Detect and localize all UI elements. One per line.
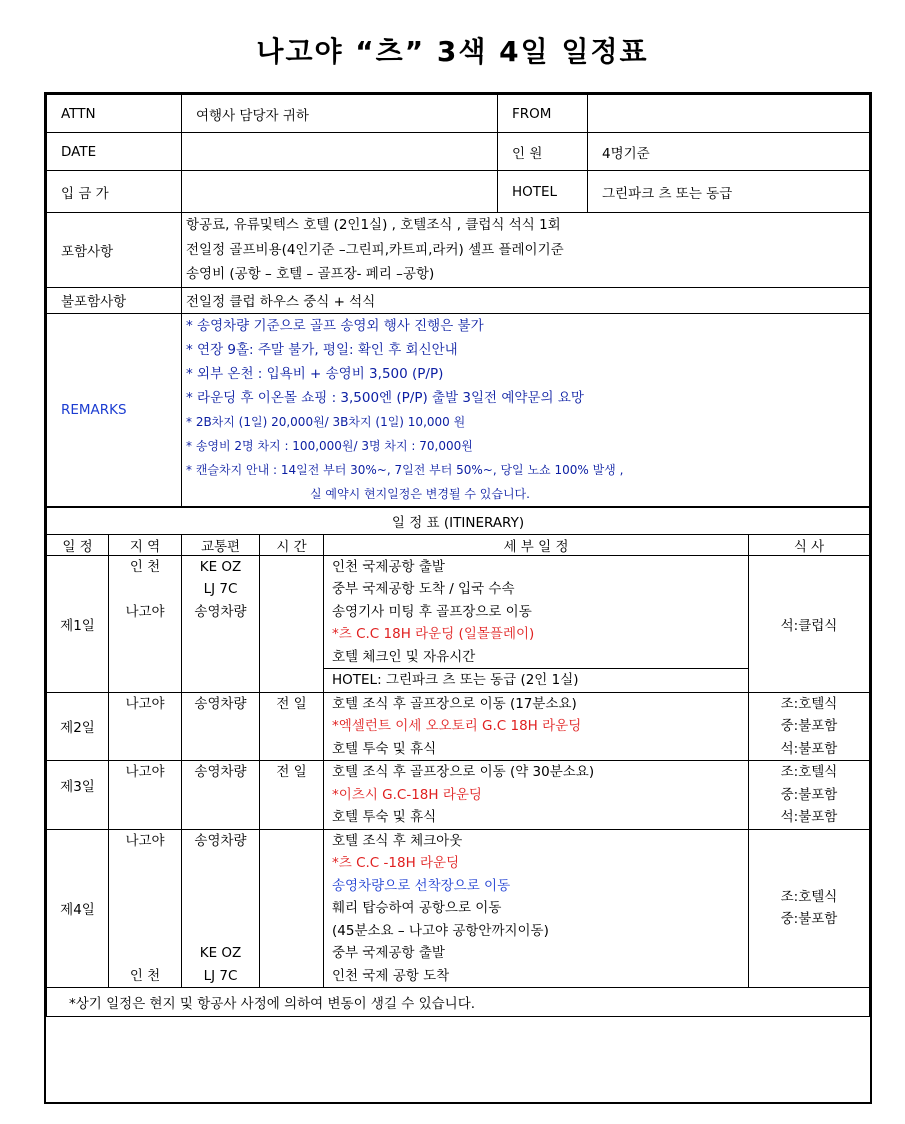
excluded-value: 전일정 클럽 하우스 중식 + 석식: [182, 287, 870, 313]
remark-line: * 외부 온천 : 입욕비 + 송영비 3,500 (P/P): [186, 365, 444, 382]
itinerary-title: 일 정 표 (ITINERARY): [47, 507, 870, 534]
day2-transport: 송영차량: [182, 692, 260, 761]
detail-line: 인천 국제공항 출발: [332, 558, 445, 575]
detail-line: (45분소요 – 나고야 공항안까지이동): [332, 922, 549, 939]
from-value: [588, 95, 870, 133]
meal-line: 중:불포함: [780, 718, 838, 734]
day3-time: 전 일: [260, 761, 324, 830]
included-label: 포함사항: [47, 213, 182, 288]
deposit-label: 입 금 가: [47, 171, 182, 213]
header-region: 지 역: [109, 534, 182, 555]
included-line: 전일정 골프비용(4인기준 –그린피,카트피,라커) 셀프 플레이기준: [186, 241, 564, 258]
region-cell: 나고야: [125, 603, 165, 620]
header-detail: 세 부 일 정: [324, 534, 749, 555]
region-cell: 인 천: [129, 558, 161, 575]
region-cell: 인 천: [129, 967, 161, 984]
day3-region: 나고야: [109, 761, 182, 830]
header-meal: 식 사: [749, 534, 870, 555]
remark-line: * 송영비 2명 차지 : 100,000원/ 3명 차지 : 70,000원: [186, 438, 473, 453]
detail-line: 호텔 체크인 및 자유시간: [324, 646, 748, 670]
detail-line: 송영차량으로 선착장으로 이동: [332, 877, 511, 894]
day3-detail: [324, 761, 749, 830]
detail-line: 인천 국제 공항 도착: [332, 967, 450, 984]
region-cell: 나고야: [125, 832, 165, 849]
day3-label: 제3일: [47, 761, 109, 830]
detail-line: 호텔 조식 후 골프장으로 이동 (17분소요): [332, 695, 577, 712]
detail-line: 호텔 조식 후 골프장으로 이동 (약 30분소요): [332, 764, 595, 780]
from-label: FROM: [498, 95, 588, 133]
transport-cell: KE OZ: [199, 945, 242, 961]
detail-line: 호텔 투숙 및 휴식: [332, 740, 437, 757]
day2-region: 나고야: [109, 692, 182, 761]
meal-line: 조:호텔식: [780, 888, 838, 905]
hotel-value: 그린파크 츠 또는 동급: [588, 171, 870, 213]
transport-cell: 송영차량: [194, 832, 247, 849]
excluded-label: 불포함사항: [47, 287, 182, 313]
remark-line: * 캔슬차지 안내 : 14일전 부터 30%~, 7일전 부터 50%~, 당일 노쇼 100% 발생 ,: [186, 462, 624, 477]
meal-line: 석:불포함: [780, 809, 838, 825]
header-time: 시 간: [260, 534, 324, 555]
footer-note: *상기 일정은 현지 및 항공사 사정에 의하여 변동이 생길 수 있습니다.: [47, 988, 870, 1017]
date-label: DATE: [47, 133, 182, 171]
remark-line: 실 예약시 현지일정은 변경될 수 있습니다.: [310, 486, 530, 501]
date-value: [182, 133, 498, 171]
detail-line: 훼리 탑승하여 공항으로 이동: [332, 900, 502, 916]
detail-line: 호텔 조식 후 체크아웃: [332, 832, 463, 849]
transport-cell: LJ 7C: [203, 967, 238, 984]
day3-meals: [749, 761, 870, 830]
day1-region: [109, 555, 182, 692]
meal-line: 석:불포함: [780, 740, 838, 757]
remark-line: * 2B차지 (1일) 20,000원/ 3B차지 (1일) 10,000 원: [186, 414, 466, 429]
schedule-frame: [44, 92, 872, 1104]
attn-value: 여행사 담당자 귀하: [182, 95, 498, 133]
day1-meal: 석:클럽식: [749, 555, 870, 692]
info-table: [46, 94, 870, 507]
remark-line: * 연장 9홀: 주말 불가, 평일: 확인 후 회신안내: [186, 341, 458, 358]
meal-line: 중:불포함: [780, 911, 838, 928]
meal-line: 중:불포함: [780, 786, 838, 803]
detail-line: *엑셀런트 이세 오오토리 G.C 18H 라운딩: [332, 718, 582, 734]
transport-cell: LJ 7C: [203, 581, 238, 597]
day3-transport: 송영차량: [182, 761, 260, 830]
remarks-label: REMARKS: [47, 313, 182, 506]
remark-line: * 라운딩 후 이온몰 쇼핑 : 3,500엔 (P/P) 출발 3일전 예약문의 요망: [186, 389, 584, 406]
day1-detail: [324, 555, 749, 692]
day2-time: 전 일: [260, 692, 324, 761]
day4-detail: [324, 829, 749, 988]
remarks-list: [182, 313, 870, 506]
detail-line: *이츠시 G.C-18H 라운딩: [332, 786, 482, 803]
remark-line: * 송영차량 기준으로 골프 송영외 행사 진행은 불가: [186, 317, 484, 334]
hotel-line: HOTEL: 그린파크 츠 또는 동급 (2인 1실): [332, 672, 579, 688]
document-title: 나고야 “츠” 3색 4일 일정표: [256, 35, 649, 68]
day4-meals: [749, 829, 870, 988]
day1-time: [260, 555, 324, 692]
deposit-value: [182, 171, 498, 213]
detail-line: *츠 C.C -18H 라운딩: [332, 855, 460, 871]
detail-line: 중부 국제공항 도착 / 입국 수속: [332, 581, 515, 597]
detail-line: 호텔 투숙 및 휴식: [332, 809, 437, 825]
header-transport: 교통편: [182, 534, 260, 555]
day4-region: [109, 829, 182, 988]
detail-line: 송영기사 미팅 후 골프장으로 이동: [332, 603, 532, 620]
day2-meals: [749, 692, 870, 761]
detail-line: 중부 국제공항 출발: [332, 945, 445, 961]
day4-label: 제4일: [47, 829, 109, 988]
day2-label: 제2일: [47, 692, 109, 761]
transport-cell: KE OZ: [199, 558, 242, 575]
transport-cell: 송영차량: [194, 603, 247, 620]
people-label: 인 원: [498, 133, 588, 171]
day4-transport: [182, 829, 260, 988]
itinerary-table: [46, 507, 870, 1018]
included-list: [182, 213, 870, 288]
day2-detail: [324, 692, 749, 761]
people-value: 4명기준: [588, 133, 870, 171]
meal-line: 조:호텔식: [780, 695, 838, 712]
included-line: 항공료, 유류및텍스 호텔 (2인1실) , 호텔조식 , 클럽식 석식 1회: [186, 217, 561, 233]
region-cell: [113, 578, 177, 601]
day4-time: [260, 829, 324, 988]
header-day: 일 정: [47, 534, 109, 555]
day1-label: 제1일: [47, 555, 109, 692]
included-line: 송영비 (공항 – 호텔 – 골프장- 페리 –공항): [186, 266, 435, 282]
meal-line: 조:호텔식: [780, 764, 838, 780]
detail-line: *츠 C.C 18H 라운딩 (일몰플레이): [332, 626, 535, 642]
hotel-label: HOTEL: [498, 171, 588, 213]
day1-transport: [182, 555, 260, 692]
attn-label: ATTN: [47, 95, 182, 133]
